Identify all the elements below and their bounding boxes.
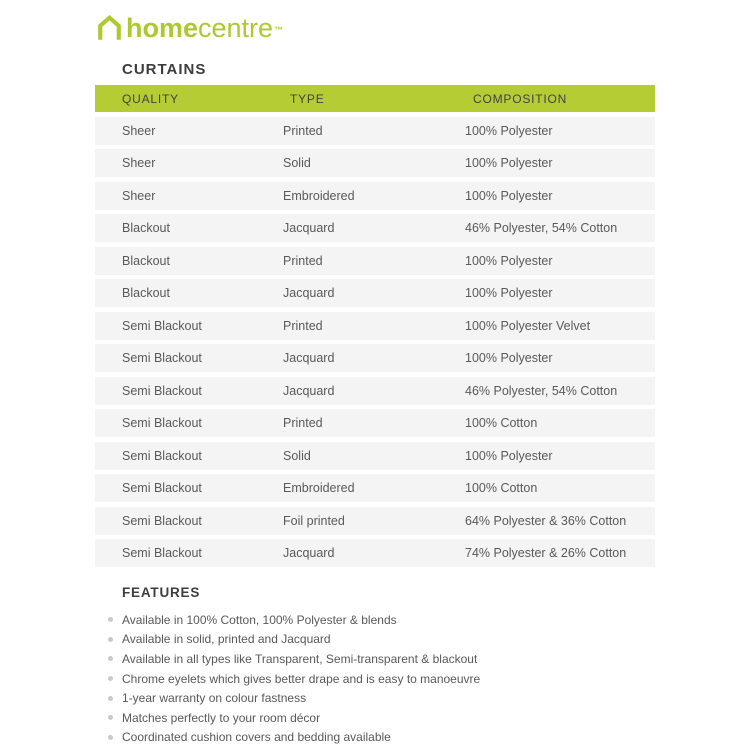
quality-cell: Semi Blackout	[122, 546, 202, 560]
type-cell: Foil printed	[283, 513, 345, 528]
quality-cell: Semi Blackout	[122, 383, 202, 398]
features-title: FEATURES	[122, 585, 201, 600]
table-row	[95, 507, 655, 535]
table-row	[95, 539, 655, 567]
bullet-dot-icon	[108, 715, 113, 720]
feature-text: Coordinated cushion covers and bedding available	[122, 730, 391, 745]
quality-cell: Semi Blackout	[122, 416, 202, 430]
trademark-symbol: ™	[274, 25, 284, 35]
composition-cell: 100% Polyester	[465, 286, 553, 300]
feature-item	[95, 728, 695, 748]
table-row	[95, 182, 655, 210]
quality-cell: Sheer	[122, 156, 156, 170]
quality-cell: Semi Blackout	[122, 448, 202, 463]
composition-cell: 100% Polyester	[465, 188, 553, 203]
type-cell: Jacquard	[283, 383, 335, 398]
composition-cell: 100% Polyester	[465, 351, 553, 365]
brand-word-centre: centre	[198, 13, 274, 43]
quality-cell: Semi Blackout	[122, 513, 202, 528]
type-cell: Embroidered	[283, 481, 355, 495]
page-title: CURTAINS	[122, 61, 207, 78]
table-row	[95, 409, 655, 437]
features-section	[95, 585, 695, 747]
type-cell: Printed	[283, 318, 323, 333]
composition-cell: 74% Polyester & 26% Cotton	[465, 546, 627, 560]
feature-item	[95, 610, 695, 630]
type-cell: Solid	[283, 448, 311, 463]
composition-cell: 100% Cotton	[465, 481, 538, 495]
composition-cell: 46% Polyester, 54% Cotton	[465, 221, 618, 235]
feature-text: Available in solid, printed and Jacquard	[122, 632, 331, 647]
column-header-quality: QUALITY	[122, 91, 179, 106]
bullet-dot-icon	[108, 637, 113, 642]
table-row	[95, 117, 655, 145]
table-body	[95, 117, 655, 568]
house-icon	[96, 14, 123, 42]
brand-logo	[96, 13, 282, 43]
table-row	[95, 474, 655, 502]
quality-cell: Semi Blackout	[122, 481, 202, 495]
column-header-type: TYPE	[290, 91, 325, 106]
quality-cell: Blackout	[122, 221, 170, 235]
bullet-dot-icon	[108, 696, 113, 701]
quality-cell: Semi Blackout	[122, 318, 202, 333]
quality-cell: Sheer	[122, 188, 156, 203]
type-cell: Jacquard	[283, 546, 335, 560]
quality-cell: Sheer	[122, 123, 156, 138]
feature-item	[95, 708, 695, 728]
type-cell: Printed	[283, 253, 323, 268]
type-cell: Jacquard	[283, 221, 335, 235]
type-cell: Printed	[283, 123, 323, 138]
features-list	[95, 610, 695, 747]
type-cell: Solid	[283, 156, 311, 170]
feature-text: Matches perfectly to your room décor	[122, 710, 321, 725]
table-row	[95, 312, 655, 340]
composition-cell: 100% Polyester	[465, 123, 553, 138]
composition-cell: 100% Cotton	[465, 416, 538, 430]
composition-cell: 64% Polyester & 36% Cotton	[465, 513, 627, 528]
feature-text: Available in all types like Transparent, Semi-transparent & blackout	[122, 651, 478, 666]
composition-cell: 46% Polyester, 54% Cotton	[465, 383, 618, 398]
feature-item	[95, 630, 695, 650]
table-row	[95, 214, 655, 242]
composition-cell: 100% Polyester	[465, 448, 553, 463]
brand-wordmark	[126, 13, 282, 43]
feature-item	[95, 649, 695, 669]
type-cell: Embroidered	[283, 188, 355, 203]
type-cell: Printed	[283, 416, 323, 430]
table-header-row	[95, 85, 655, 112]
table-row	[95, 279, 655, 307]
type-cell: Jacquard	[283, 286, 335, 300]
bullet-dot-icon	[108, 676, 113, 681]
feature-item	[95, 669, 695, 689]
quality-cell: Semi Blackout	[122, 351, 202, 365]
bullet-dot-icon	[108, 735, 113, 740]
column-header-composition: COMPOSITION	[473, 91, 568, 106]
quality-cell: Blackout	[122, 286, 170, 300]
feature-item	[95, 688, 695, 708]
feature-text: Chrome eyelets which gives better drape and is easy to manoeuvre	[122, 671, 481, 686]
quality-cell: Blackout	[122, 253, 170, 268]
bullet-dot-icon	[108, 617, 113, 622]
table-row	[95, 442, 655, 470]
table-row	[95, 247, 655, 275]
brand-word-home: home	[126, 13, 199, 43]
type-cell: Jacquard	[283, 351, 335, 365]
bullet-dot-icon	[108, 656, 113, 661]
composition-cell: 100% Polyester	[465, 156, 553, 170]
composition-cell: 100% Polyester Velvet	[465, 318, 591, 333]
composition-cell: 100% Polyester	[465, 253, 553, 268]
table-row	[95, 149, 655, 177]
table-row	[95, 377, 655, 405]
curtains-spec-table	[95, 85, 655, 567]
table-row	[95, 344, 655, 372]
feature-text: 1-year warranty on colour fastness	[122, 691, 307, 706]
feature-text: Available in 100% Cotton, 100% Polyester & blends	[122, 612, 397, 627]
